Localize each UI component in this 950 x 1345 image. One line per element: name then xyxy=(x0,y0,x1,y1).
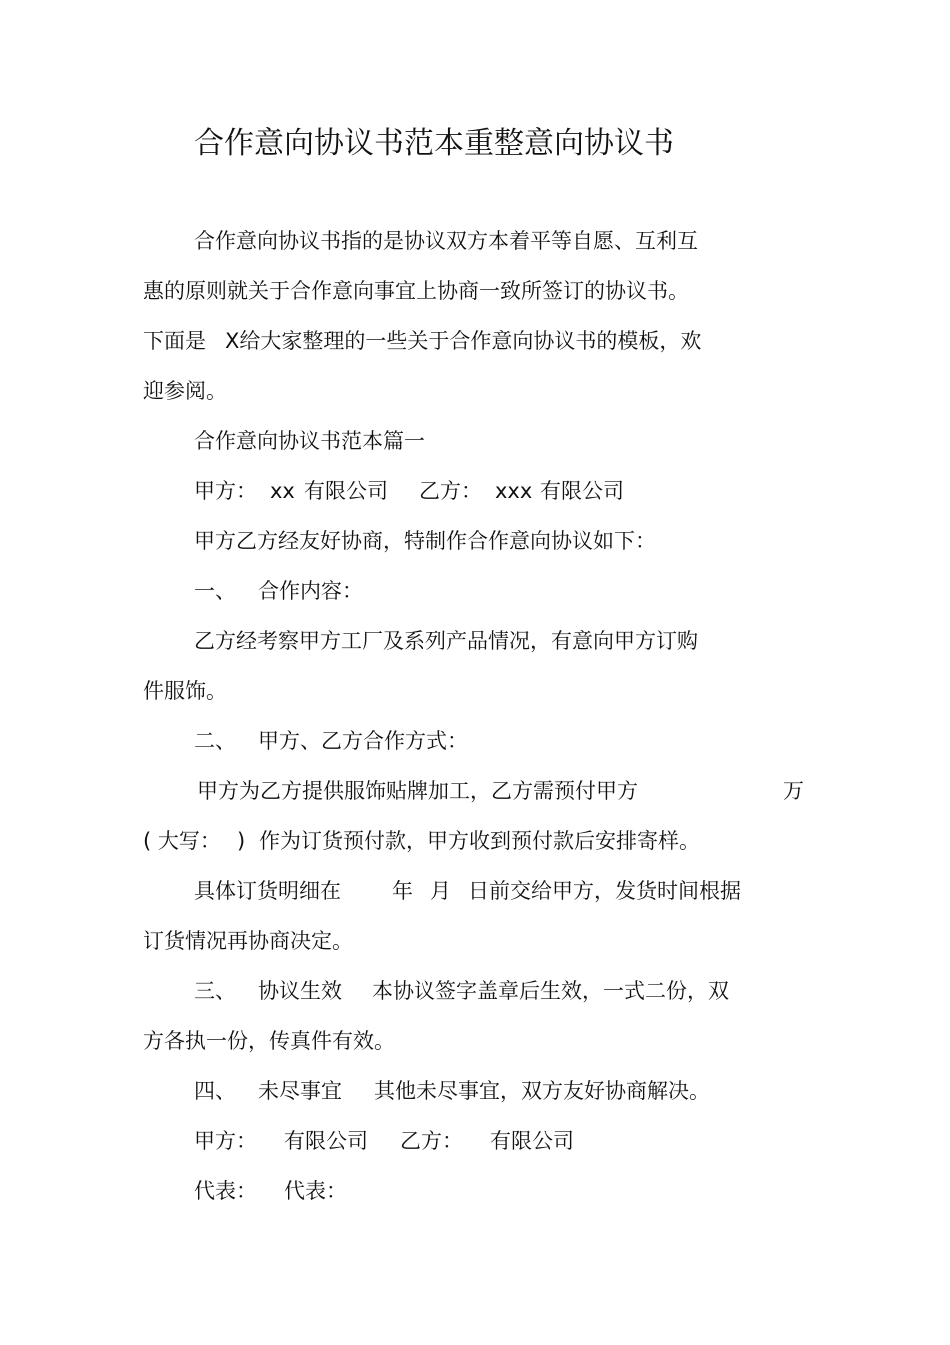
party-a-suffix: 有限公司 xyxy=(304,479,388,503)
clause-3-number: 三、 xyxy=(194,979,236,1003)
clause-2-body-line-2-text: 作为订货预付款，甲方收到预付款后安排寄样。 xyxy=(259,829,700,853)
clause-3-body-line-1: 本协议签字盖章后生效，一式二份，双 xyxy=(372,979,729,1003)
clause-2-detail-suffix: 日前交给甲方，发货时间根据 xyxy=(468,879,741,903)
signature-rep-b-label: 代表： xyxy=(284,1179,347,1203)
signature-party-b-suffix: 有限公司 xyxy=(490,1129,574,1153)
clause-1-body-line-1: 乙方经考察甲方工厂及系列产品情况，有意向甲方订购 xyxy=(194,629,698,653)
clause-1-heading xyxy=(194,576,494,606)
clause-2-title: 甲方、乙方合作方式： xyxy=(258,729,468,753)
clause-2-number: 二、 xyxy=(194,729,236,753)
clause-4-line xyxy=(194,1076,794,1106)
signature-party-a-suffix: 有限公司 xyxy=(284,1129,368,1153)
party-b-suffix: 有限公司 xyxy=(540,479,624,503)
intro-line-1: 合作意向协议书指的是协议双方本着平等自愿、互利互 xyxy=(194,229,698,253)
clause-2-capital-label: ( 大写： xyxy=(143,829,221,853)
signature-rep-a-label: 代表： xyxy=(194,1179,257,1203)
clause-1-body-line-2: 件服饰。 xyxy=(143,679,227,703)
signature-representatives-line xyxy=(194,1176,494,1206)
party-b-label: 乙方： xyxy=(419,479,482,503)
clause-4-number: 四、 xyxy=(194,1079,236,1103)
clause-2-body-line-2 xyxy=(143,826,763,856)
party-a-name: xx xyxy=(270,479,295,503)
clause-3-body-line-2: 方各执一份，传真件有效。 xyxy=(143,1029,395,1053)
clause-1-title: 合作内容： xyxy=(258,579,363,603)
clause-4-body: 其他未尽事宜，双方友好协商解决。 xyxy=(374,1079,710,1103)
signature-party-a-label: 甲方： xyxy=(194,1129,257,1153)
clause-2-month: 月 xyxy=(430,879,451,903)
party-b-name: xxx xyxy=(495,479,533,503)
preamble: 甲方乙方经友好协商，特制作合作意向协议如下： xyxy=(194,529,656,553)
party-a-label: 甲方： xyxy=(194,479,257,503)
parties-line xyxy=(194,476,694,506)
clause-3-title: 协议生效 xyxy=(258,979,342,1003)
clause-2-body-line-1-text: 甲方为乙方提供服饰贴牌加工，乙方需预付甲方 xyxy=(197,779,638,803)
clause-2-body-line-1 xyxy=(197,776,817,806)
clause-2-year: 年 xyxy=(392,879,413,903)
page-title: 合作意向协议书范本重整意向协议书 xyxy=(194,126,674,161)
clause-3-line-1 xyxy=(194,976,794,1006)
clause-2-body-line-1-unit: 万 xyxy=(783,779,804,803)
signature-parties-line xyxy=(194,1126,694,1156)
clause-2-body-line-3 xyxy=(194,876,794,906)
clause-1-number: 一、 xyxy=(194,579,236,603)
section-title: 合作意向协议书范本篇一 xyxy=(194,429,425,453)
clause-2-capital-close: ) xyxy=(237,829,246,853)
clause-2-detail-prefix: 具体订货明细在 xyxy=(194,879,341,903)
intro-line-3-prefix: 下面是 xyxy=(143,329,206,353)
intro-line-3 xyxy=(143,326,763,356)
signature-party-b-label: 乙方： xyxy=(400,1129,463,1153)
intro-line-3-body: X给大家整理的一些关于合作意向协议书的模板，欢 xyxy=(225,329,702,353)
intro-line-2: 惠的原则就关于合作意向事宜上协商一致所签订的协议书。 xyxy=(143,279,689,303)
clause-2-body-line-4: 订货情况再协商决定。 xyxy=(143,929,353,953)
clause-2-heading xyxy=(194,726,514,756)
intro-line-4: 迎参阅。 xyxy=(143,379,227,403)
clause-4-title: 未尽事宜 xyxy=(258,1079,342,1103)
